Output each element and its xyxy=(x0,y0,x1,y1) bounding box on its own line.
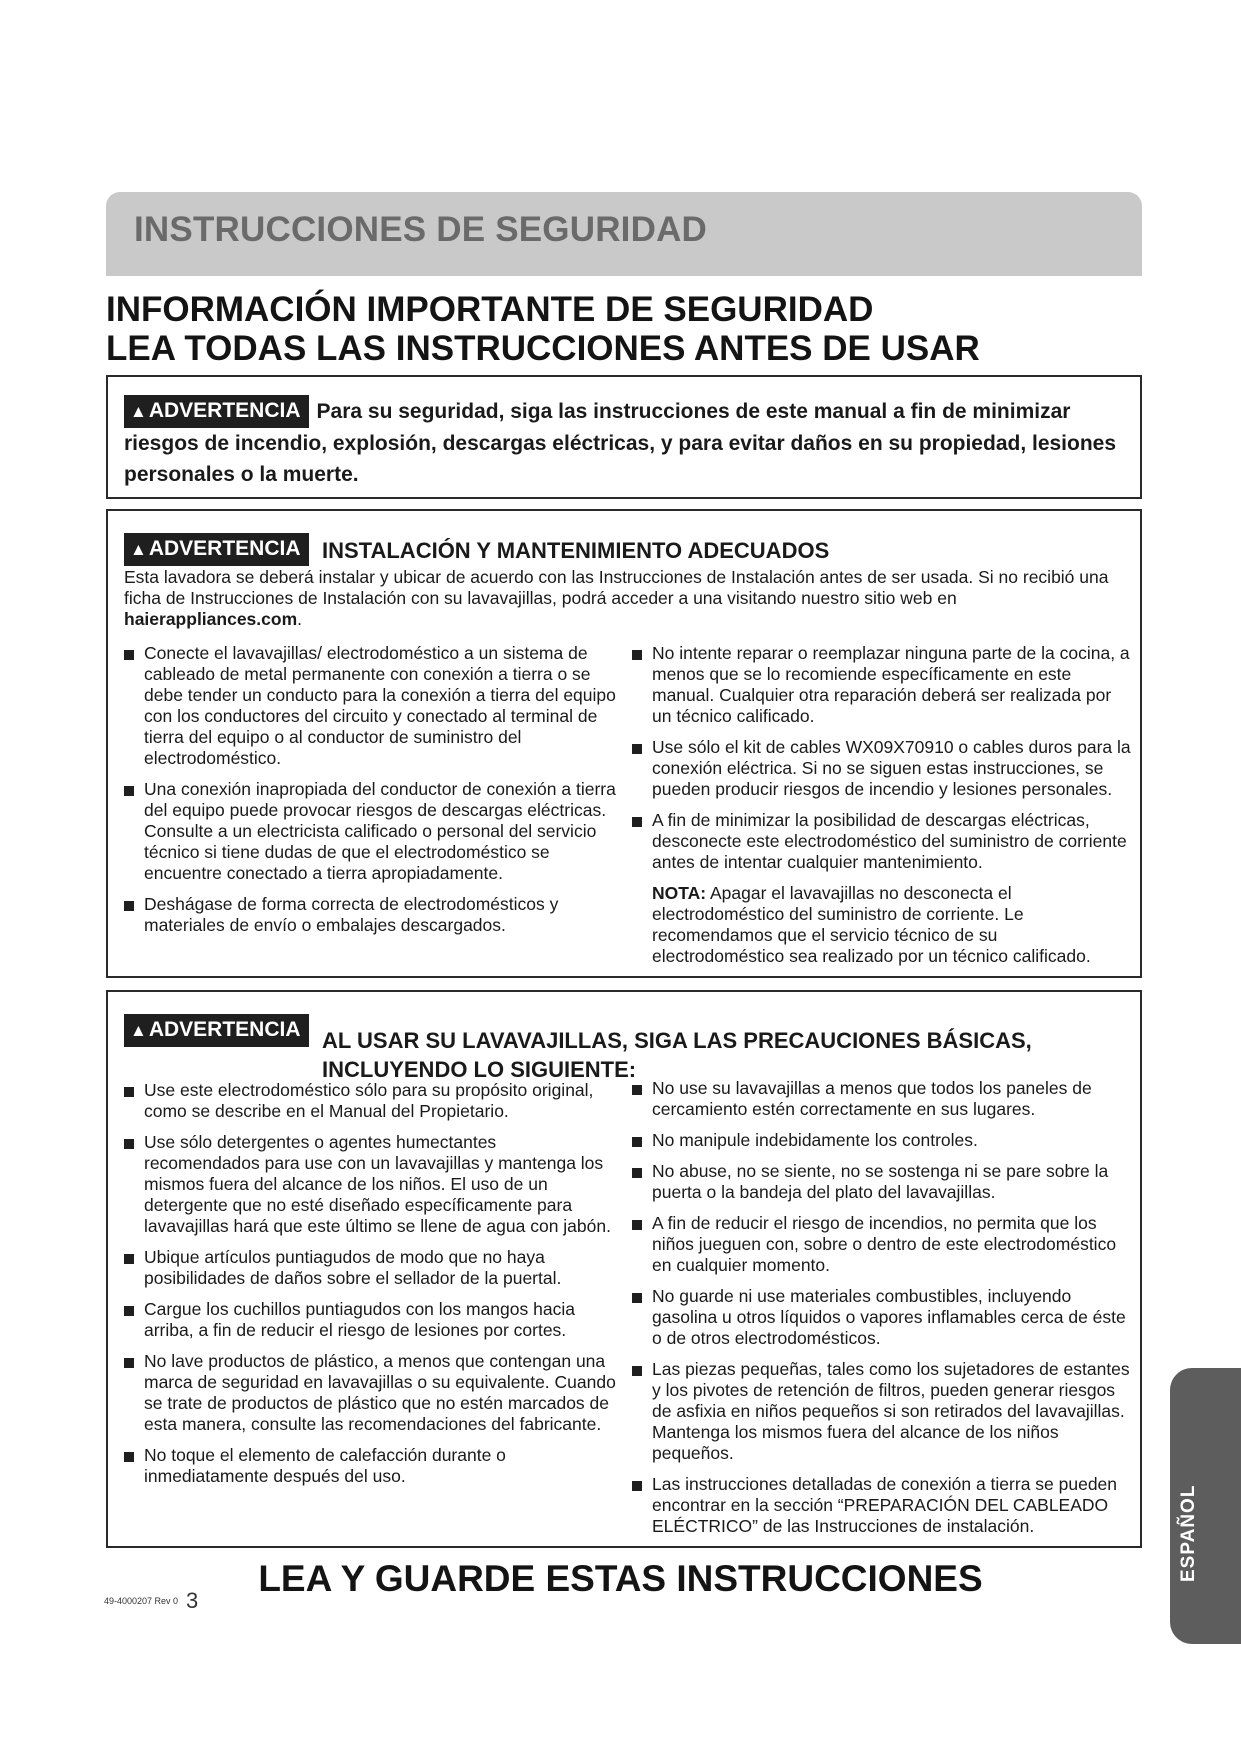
list-item-text: Use sólo detergentes o agentes humectantes recomendados para use con un lavavajillas y mantenga los mismos fuera del alcance de los niños. El uso de un detergente que no esté diseñado específicamente para lavavajillas hará que este último se llene de agua con jabón. xyxy=(144,1132,611,1236)
list-item-text: No toque el elemento de calefacción durante o inmediatamente después del uso. xyxy=(144,1445,506,1486)
bullet-icon xyxy=(124,650,134,660)
warning-badge-label: ADVERTENCIA xyxy=(148,537,301,560)
note-label: NOTA: xyxy=(652,883,707,903)
list-item xyxy=(632,1474,1132,1537)
list-item xyxy=(124,779,616,884)
list-item-text: No lave productos de plástico, a menos que contengan una marca de seguridad en lavavajillas o su equivalente. Cuando se trate de productos de plástico que no estén marcados de esta manera, consulte las recomendaciones del fabricante. xyxy=(144,1351,616,1434)
bullet-icon xyxy=(124,1254,134,1264)
bullet-icon xyxy=(632,817,642,827)
warning-triangle-icon: ▲ xyxy=(130,1021,147,1040)
list-item-text: Use sólo el kit de cables WX09X70910 o cables duros para la conexión eléctrica. Si no se siguen estas instrucciones, se pueden producir riesgos de incendio y lesiones personales. xyxy=(652,737,1131,799)
list-item xyxy=(632,1161,1132,1203)
note xyxy=(632,883,1132,967)
box-heading-line-1: AL USAR SU LAVAVAJILLAS, SIGA LAS PRECAUCIONES BÁSICAS, xyxy=(322,1028,1032,1053)
warning-badge xyxy=(124,395,309,428)
page-title-line-1: INFORMACIÓN IMPORTANTE DE SEGURIDAD xyxy=(106,290,874,329)
box-heading-text: INSTALACIÓN Y MANTENIMIENTO ADECUADOS xyxy=(322,538,830,563)
list-item-text: Ubique artículos puntiagudos de modo que no haya posibilidades de daños sobre el sellador de la puertal. xyxy=(144,1247,562,1288)
warning-text: Para su seguridad, siga las instrucciones de este manual a fin de minimizar riesgos de incendio, explosión, descargas eléctricas, y para evitar daños en su propiedad, lesiones personales o la muerte. xyxy=(124,400,1117,486)
list-item-text: A fin de minimizar la posibilidad de descargas eléctricas, desconecte este electrodoméstico del suministro de corriente antes de intentar cualquier mantenimiento. xyxy=(652,810,1127,872)
installation-intro-end: . xyxy=(297,609,303,629)
bullet-icon xyxy=(124,901,134,911)
footer-title: LEA Y GUARDE ESTAS INSTRUCCIONES xyxy=(258,1558,983,1599)
website-link[interactable]: haierappliances.com xyxy=(124,609,298,629)
page-title-line-2: LEA TODAS LAS INSTRUCCIONES ANTES DE USAR xyxy=(106,329,980,368)
list-item xyxy=(632,737,1132,800)
installation-left-column xyxy=(124,643,616,946)
list-item-text: Use este electrodoméstico sólo para su propósito original, como se describe en el Manual del Propietario. xyxy=(144,1080,594,1121)
bullet-icon xyxy=(124,1358,134,1368)
list-item-text: Las piezas pequeñas, tales como los sujetadores de estantes y los pivotes de retención de filtros, pueden generar riesgos de asfixia en niños pequeños si son retirados del lavavajillas. Mantenga los mismos fuera del alcance de los niños pequeños. xyxy=(652,1359,1130,1463)
list-item xyxy=(124,1247,616,1289)
language-tab-label: ESPAÑOL xyxy=(1178,1484,1199,1582)
box-heading-line-2: INCLUYENDO LO SIGUIENTE: xyxy=(322,1057,637,1082)
bullet-icon xyxy=(124,1087,134,1097)
list-item xyxy=(124,1080,616,1122)
list-item-text: No manipule indebidamente los controles. xyxy=(652,1130,978,1150)
warning-badge-label: ADVERTENCIA xyxy=(148,1018,301,1041)
installation-right-column xyxy=(632,643,1132,967)
list-item xyxy=(124,1299,616,1341)
warning-badge xyxy=(124,1014,309,1047)
list-item xyxy=(632,1359,1132,1464)
list-item xyxy=(124,1132,616,1237)
installation-intro-text: Esta lavadora se deberá instalar y ubicar de acuerdo con las Instrucciones de Instalación antes de ser usada. Si no recibió una ficha de Instrucciones de Instalación con su lavavajillas, podrá acceder a una visitando nuestro sitio web en xyxy=(124,567,1109,608)
bullet-icon xyxy=(632,1366,642,1376)
list-item-text: Las instrucciones detalladas de conexión a tierra se pueden encontrar en la sección “PREPARACIÓN DEL CABLEADO ELÉCTRICO” de las Instrucciones de instalación. xyxy=(652,1474,1118,1536)
list-item xyxy=(632,643,1132,727)
box-heading-text xyxy=(322,1026,1122,1084)
precautions-left-column xyxy=(124,1080,616,1497)
warning-box-general xyxy=(106,375,1142,499)
list-item xyxy=(632,1213,1132,1276)
bullet-icon xyxy=(632,1137,642,1147)
bullet-icon xyxy=(632,1481,642,1491)
warning-triangle-icon: ▲ xyxy=(130,402,147,421)
list-item-text: No use su lavavajillas a menos que todos los paneles de cercamiento estén correctamente en sus lugares. xyxy=(652,1078,1092,1119)
bullet-icon xyxy=(632,1168,642,1178)
list-item-text: No abuse, no se siente, no se sostenga ni se pare sobre la puerta o la bandeja del plato del lavavajillas. xyxy=(652,1161,1109,1202)
list-item-text: No guarde ni use materiales combustibles, incluyendo gasolina u otros líquidos o vapores inflamables cerca de éste o de otros electrodomésticos. xyxy=(652,1286,1126,1348)
list-item-text: Cargue los cuchillos puntiagudos con los mangos hacia arriba, a fin de reducir el riesgo de lesiones por cortes. xyxy=(144,1299,575,1340)
list-item xyxy=(632,1286,1132,1349)
list-item xyxy=(124,1351,616,1435)
page-number: 3 xyxy=(186,1588,199,1613)
warning-badge xyxy=(124,533,309,566)
list-item xyxy=(124,1445,616,1487)
list-item xyxy=(124,643,616,769)
bullet-icon xyxy=(632,744,642,754)
bullet-icon xyxy=(124,1139,134,1149)
list-item xyxy=(632,1130,1132,1151)
list-item-text: Conecte el lavavajillas/ electrodoméstico a un sistema de cableado de metal permanente con conexión a tierra o se debe tender un conducto para la conexión a tierra del equipo con los conductores del circuito y conectado al terminal de tierra del equipo o al conductor de suministro del electrodoméstico. xyxy=(144,643,616,768)
section-header: INSTRUCCIONES DE SEGURIDAD xyxy=(134,210,708,249)
bullet-icon xyxy=(124,1306,134,1316)
language-tab[interactable] xyxy=(1170,1368,1241,1644)
section-header-band xyxy=(106,192,1142,276)
bullet-icon xyxy=(124,786,134,796)
bullet-icon xyxy=(632,1085,642,1095)
page-title xyxy=(106,290,1146,368)
installation-intro xyxy=(124,567,1124,630)
list-item-text: A fin de reducir el riesgo de incendios, no permita que los niños jueguen con, sobre o dentro de este electrodoméstico en cualquier momento. xyxy=(652,1213,1117,1275)
document-code: 49-4000207 Rev 0 xyxy=(104,1596,179,1606)
warning-triangle-icon: ▲ xyxy=(130,540,147,559)
bullet-icon xyxy=(124,1452,134,1462)
list-item-text: Una conexión inapropiada del conductor de conexión a tierra del equipo puede provocar riesgos de descargas eléctricas. Consulte a un electricista calificado o personal del servicio técnico si tiene dudas de que el electrodoméstico se encuentre conectado a tierra apropiadamente. xyxy=(144,779,616,883)
list-item xyxy=(632,1078,1132,1120)
list-item-text: No intente reparar o reemplazar ninguna parte de la cocina, a menos que se lo recomiende específicamente en este manual. Cualquier otra reparación deberá ser realizada por un técnico calificado. xyxy=(652,643,1130,726)
precautions-right-column xyxy=(632,1078,1132,1547)
note-text: Apagar el lavavajillas no desconecta el electrodoméstico del suministro de corriente. Le recomendamos que el servicio técnico de su electrodoméstico sea realizado por un técnico calificado. xyxy=(652,883,1091,966)
bullet-icon xyxy=(632,650,642,660)
list-item-text: Deshágase de forma correcta de electrodomésticos y materiales de envío o embalajes descargados. xyxy=(144,894,559,935)
bullet-icon xyxy=(632,1293,642,1303)
warning-box-installation xyxy=(106,509,1142,978)
warning-badge-label: ADVERTENCIA xyxy=(148,399,301,422)
list-item xyxy=(632,810,1132,873)
warning-intro xyxy=(124,395,1124,490)
warning-box-precautions xyxy=(106,990,1142,1548)
list-item xyxy=(124,894,616,936)
bullet-icon xyxy=(632,1220,642,1230)
